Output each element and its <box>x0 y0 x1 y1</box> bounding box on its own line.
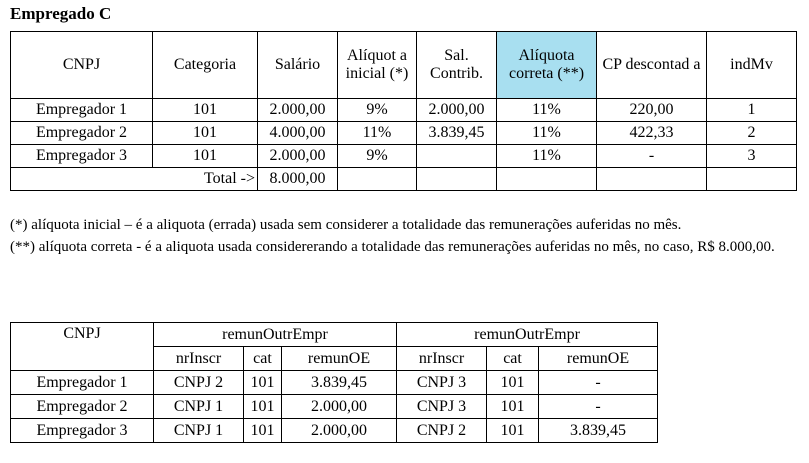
cell-cp-descontada: - <box>597 145 707 168</box>
cell-aliquota-inicial: 9% <box>338 145 417 168</box>
total-value: 8.000,00 <box>258 168 338 191</box>
footnote-aliquota-correta: (**) alíquota correta - é a aliquota usada considererando a totalidade das remunerações auferidas no mês, no caso, R$ 8.000,00. <box>10 239 775 255</box>
header-sal-contrib: Sal. Contrib. <box>417 32 497 99</box>
cell-nrinscr: CNPJ 1 <box>154 419 244 443</box>
cell-cnpj: Empregador 2 <box>11 122 153 145</box>
empty-cell <box>597 168 707 191</box>
table-row <box>11 145 797 168</box>
header-aliquota-correta: Alíquota correta (**) <box>497 32 597 99</box>
cell-sal-contrib: 2.000,00 <box>417 99 497 122</box>
cell-remunoe: - <box>539 395 658 419</box>
cell-aliquota-correta: 11% <box>497 122 597 145</box>
group-header-remunoutrempr: remunOutrEmpr <box>397 323 658 347</box>
cell-aliquota-inicial: 11% <box>338 122 417 145</box>
cell-sal-contrib: 3.839,45 <box>417 122 497 145</box>
cell-cnpj: Empregador 1 <box>11 99 153 122</box>
empty-cell <box>338 168 417 191</box>
table-row <box>11 99 797 122</box>
empty-cell <box>497 168 597 191</box>
cell-nrinscr: CNPJ 3 <box>397 371 487 395</box>
cell-aliquota-correta: 11% <box>497 145 597 168</box>
table-row <box>11 395 658 419</box>
cell-categoria: 101 <box>153 122 258 145</box>
cell-salario: 2.000,00 <box>258 145 338 168</box>
empty-cell <box>707 168 797 191</box>
empty-cell <box>417 168 497 191</box>
cell-cat: 101 <box>244 395 282 419</box>
cell-indmv: 1 <box>707 99 797 122</box>
cell-aliquota-inicial: 9% <box>338 99 417 122</box>
footnotes <box>10 216 800 260</box>
cell-cat: 101 <box>244 419 282 443</box>
total-row <box>11 168 797 191</box>
cell-remunoe: 3.839,45 <box>282 371 397 395</box>
cell-cat: 101 <box>244 371 282 395</box>
header-indmv: indMv <box>707 32 797 99</box>
cell-cnpj: Empregador 3 <box>11 419 154 443</box>
cell-nrinscr: CNPJ 3 <box>397 395 487 419</box>
footnote-aliquota-inicial: (*) alíquota inicial – é a aliquota (errada) usada sem considerer a totalidade das remunerações auferidas no mês. <box>10 217 682 233</box>
cell-nrinscr: CNPJ 2 <box>397 419 487 443</box>
header-cp-descontada: CP descontad a <box>597 32 707 99</box>
cell-remunoe: 3.839,45 <box>539 419 658 443</box>
contribution-table <box>10 31 797 191</box>
section-title: Empregado C <box>10 4 112 23</box>
header-cnpj: CNPJ <box>11 32 153 99</box>
cell-categoria: 101 <box>153 99 258 122</box>
group-header-row <box>11 323 658 347</box>
table-row <box>11 371 658 395</box>
header-remunoe: remunOE <box>539 347 658 371</box>
header-categoria: Categoria <box>153 32 258 99</box>
cell-nrinscr: CNPJ 2 <box>154 371 244 395</box>
cell-remunoe: 2.000,00 <box>282 419 397 443</box>
cell-nrinscr: CNPJ 1 <box>154 395 244 419</box>
table-row <box>11 122 797 145</box>
header-remunoe: remunOE <box>282 347 397 371</box>
cell-cnpj: Empregador 3 <box>11 145 153 168</box>
cell-indmv: 3 <box>707 145 797 168</box>
header-cat: cat <box>487 347 539 371</box>
cell-salario: 4.000,00 <box>258 122 338 145</box>
header-aliquota-inicial: Alíquot a inicial (*) <box>338 32 417 99</box>
cell-cnpj: Empregador 2 <box>11 395 154 419</box>
cell-cat: 101 <box>487 419 539 443</box>
cell-cp-descontada: 220,00 <box>597 99 707 122</box>
header-cnpj: CNPJ <box>11 323 154 371</box>
header-nrinscr: nrInscr <box>397 347 487 371</box>
cell-remunoe: 2.000,00 <box>282 395 397 419</box>
cell-cp-descontada: 422,33 <box>597 122 707 145</box>
cell-cat: 101 <box>487 395 539 419</box>
table-row <box>11 419 658 443</box>
cell-cnpj: Empregador 1 <box>11 371 154 395</box>
header-cat: cat <box>244 347 282 371</box>
header-nrinscr: nrInscr <box>154 347 244 371</box>
cell-salario: 2.000,00 <box>258 99 338 122</box>
cell-sal-contrib <box>417 145 497 168</box>
cell-remunoe: - <box>539 371 658 395</box>
remun-outr-empr-table <box>10 322 658 443</box>
cell-categoria: 101 <box>153 145 258 168</box>
group-header-remunoutrempr: remunOutrEmpr <box>154 323 397 347</box>
table-header-row <box>11 32 797 99</box>
total-label: Total -> <box>11 168 258 191</box>
header-salario: Salário <box>258 32 338 99</box>
cell-cat: 101 <box>487 371 539 395</box>
cell-indmv: 2 <box>707 122 797 145</box>
cell-aliquota-correta: 11% <box>497 99 597 122</box>
